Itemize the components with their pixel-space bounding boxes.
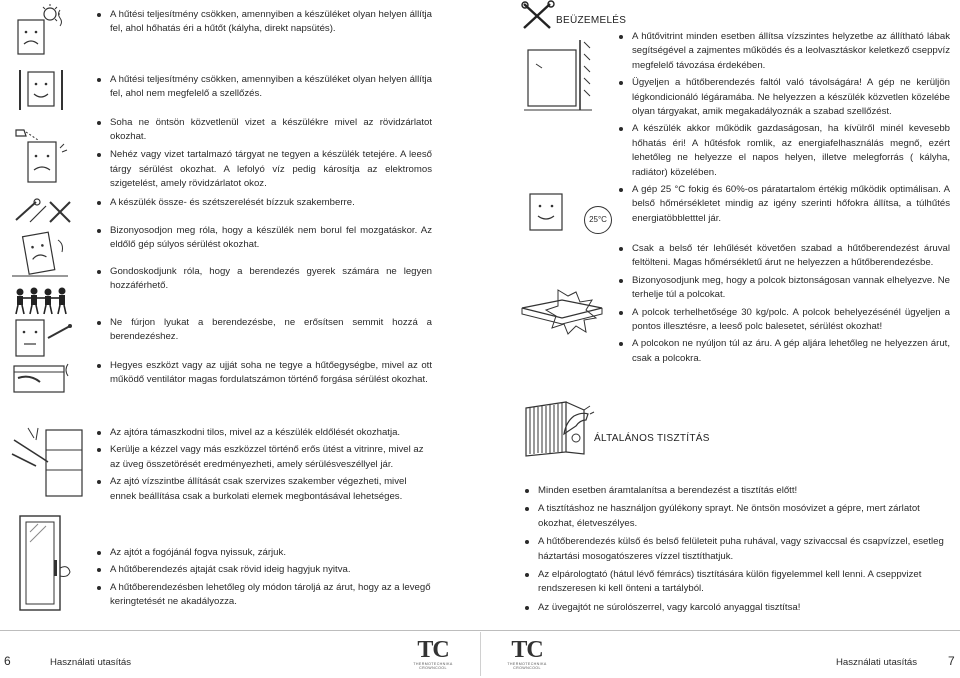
- left-bullet-13: Az ajtót a fogójánál fogva nyissuk, zárjuk.: [96, 546, 432, 560]
- sun-heat-icon: [8, 2, 68, 58]
- left-bullet-14: A hűtőberendezés ajtaját csak rövid ideig hagyjuk nyitva.: [96, 563, 432, 577]
- left-footer-label: Használati utasítás: [50, 657, 132, 668]
- left-bullet-6: Bizonyosodjon meg róla, hogy a készülék nem borul fel mozgatáskor. Az eldőlő gép súlyos sérülést okozhat.: [96, 224, 432, 253]
- footer-separator: [0, 630, 960, 631]
- left-bullet-7: Gondoskodjunk róla, hogy a berendezés gyerek számára ne legyen hozzáférhető.: [96, 265, 432, 294]
- temperature-label: 25°C: [589, 215, 607, 224]
- right-bullet-9: Minden esetben áramtalanítsa a berendezést a tisztítás előtt!: [524, 484, 950, 498]
- brand-logo-left: [412, 638, 454, 671]
- right-bullet-5: Csak a belső tér lehűlését követően szabad a hűtőberendezést áruval feltölteni. Magas hőmérsékletű árut ne helyezzen a hűtőberendezésbe.: [618, 242, 950, 271]
- right-footer-label: Használati utasítás: [836, 657, 918, 668]
- logo-sub-2: CROWNCOOL: [419, 666, 447, 671]
- tools-icon: [12, 198, 74, 226]
- right-page-number: 7: [948, 654, 955, 668]
- logo-sub-1: THERMOTECHNIKA: [413, 662, 453, 666]
- logo-mark: TC: [417, 637, 449, 663]
- right-bullet-2: Ügyeljen a hűtőberendezés faltól való távolságára! A gép ne kerüljön légkondicionáló légáramába. Ne helyezzen a készülék közvetlen közelébe olyan tárgyakat, amik megakadályoznák a szabad szellőzést.: [618, 76, 950, 119]
- right-bullet-8: A polcokon ne nyúljon túl az áru. A gép aljára lehetőleg ne helyezzen árut, csak a polcokra.: [618, 337, 950, 366]
- tipping-cabinet-icon: [10, 230, 70, 280]
- left-bullet-12: Az ajtó vízszintbe állítását csak szervizes szakember végezheti, mivel ennek beállítása csak a burkolati elemek megbontásával lehetséges.: [96, 475, 432, 504]
- logo-sub-1: THERMOTECHNIKA: [507, 662, 547, 666]
- right-bullet-12: Az elpárologtató (hátul lévő fémrács) tisztítására külön figyelemmel kell lenni. A cseppvizet rendszeresen ki kell önteni a tartályból.: [524, 568, 950, 597]
- right-bullet-11: A hűtőberendezés külső és belső felületeit puha ruhával, vagy szivaccsal és csapvízzel, esetleg háztartási mosogatószeres vízzel tisztíthatjuk.: [524, 535, 950, 564]
- left-bullet-2: A hűtési teljesítmény csökken, amennyiben a készüléket olyan helyen állítja fel, ahol nem megfelelő a szellőzés.: [96, 73, 432, 102]
- left-bullet-5: A készülék össze- és szétszerelését bízzuk szakemberre.: [96, 196, 432, 210]
- leaning-person-icon: [8, 420, 88, 500]
- right-bullet-7: A polcok terhelhetősége 30 kg/polc. A polcok behelyezésénél ügyeljen a pontos illesztésre, a leeső polc balesetet, sérülést okozhat!: [618, 306, 950, 335]
- right-bullet-6: Bizonyosodjunk meg, hogy a polcok biztonságosan vannak elhelyezve. Ne terhelje túl a polcokat.: [618, 274, 950, 303]
- fan-finger-icon: [10, 360, 72, 396]
- temperature-badge: [584, 206, 612, 234]
- shelf-load-icon: [518, 286, 618, 342]
- page-gutter: [480, 632, 481, 676]
- logo-mark: TC: [511, 637, 543, 663]
- left-bullet-10: Az ajtóra támaszkodni tilos, mivel az a készülék eldőlését okozhatja.: [96, 426, 432, 440]
- left-bullet-11: Kerülje a kézzel vagy más eszközzel történő erős ütést a vitrinre, mivel az az üveg összetörését eredményezheti, amely sérülésveszéllyel jár.: [96, 443, 432, 472]
- right-bullet-10: A tisztításhoz ne használjon gyúlékony sprayt. Ne öntsön mosóvizet a gépre, mert zárlatot okozhat, életveszélyes.: [524, 502, 950, 531]
- left-bullet-15: A hűtőberendezésben lehetőleg oly módon tároljá az árut, hogy az a levegő keringtetését ne akadályozza.: [96, 581, 432, 610]
- left-bullet-1: A hűtési teljesítmény csökken, amennyiben a készüléket olyan helyen állítja fel, ahol hőhatás éri a hűtőt (kályha, direkt napsütés).: [96, 8, 432, 37]
- temperature-cabinet-icon: [522, 190, 574, 234]
- no-ventilation-icon: [14, 64, 68, 114]
- right-bullet-4: A gép 25 °C fokig és 60%-os páratartalom értékig működik optimálisan. A belső hőmérsékletet mindig az igény szerinti hőfokra állítsa, a túlhűtés energiatöbbletttel jár.: [618, 183, 950, 226]
- left-page-number: 6: [4, 654, 11, 668]
- left-bullet-9: Hegyes eszközt vagy az ujját soha ne tegye a hűtőegységbe, mivel az ott működő ventilátor magas fordulatszámon történő forgása sérülést okozhat.: [96, 359, 432, 388]
- install-heading: BEÜZEMELÉS: [556, 15, 627, 26]
- logo-sub-2: CROWNCOOL: [513, 666, 541, 671]
- left-bullet-4: Nehéz vagy vizet tartalmazó tárgyat ne tegyen a készülék tetejére. A leeső tárgy sérülést okozhat. A lefolyó víz pedig károsítja az elektromos szigetelést, amely rövidzárlatot okoz.: [96, 148, 432, 191]
- children-icon: [10, 286, 70, 316]
- right-bullet-3: A készülék akkor működik gazdaságosan, ha kívülről minél kevesebb hőhatás éri! A hűtésfok romlik, az energiafelhasználás megnő, ezért lehetőleg ne helyezze el napos helyen, illetve melegforrás ( kályha, radiátor) közelében.: [618, 122, 950, 180]
- left-bullet-8: Ne fúrjon lyukat a berendezésbe, ne erősítsen semmit hozzá a berendezéshez.: [96, 316, 432, 345]
- cleaning-heading: ÁLTALÁNOS TISZTÍTÁS: [594, 433, 710, 444]
- right-bullet-1: A hűtővitrint minden esetben állítsa vízszintes helyzetbe az állítható lábak segítségével a zajmentes működés és a leolvasztáskor keletkező cseppvíz megfelelő távozása érdekében.: [618, 30, 950, 73]
- no-drilling-icon: [8, 318, 74, 358]
- brand-logo-right: [506, 638, 548, 671]
- cleaning-hand-icon: [560, 404, 596, 440]
- left-bullet-3: Soha ne öntsön közvetlenül vizet a készülékre mivel az rövidzárlatot okozhat.: [96, 116, 432, 145]
- level-cabinet-icon: [520, 34, 596, 116]
- water-spray-icon: [8, 120, 70, 192]
- glass-door-icon: [14, 512, 74, 616]
- wrench-screwdriver-icon: [520, 0, 556, 32]
- right-bullet-13: Az üvegajtót ne súrolószerrel, vagy karcoló anyaggal tisztítsa!: [524, 601, 950, 615]
